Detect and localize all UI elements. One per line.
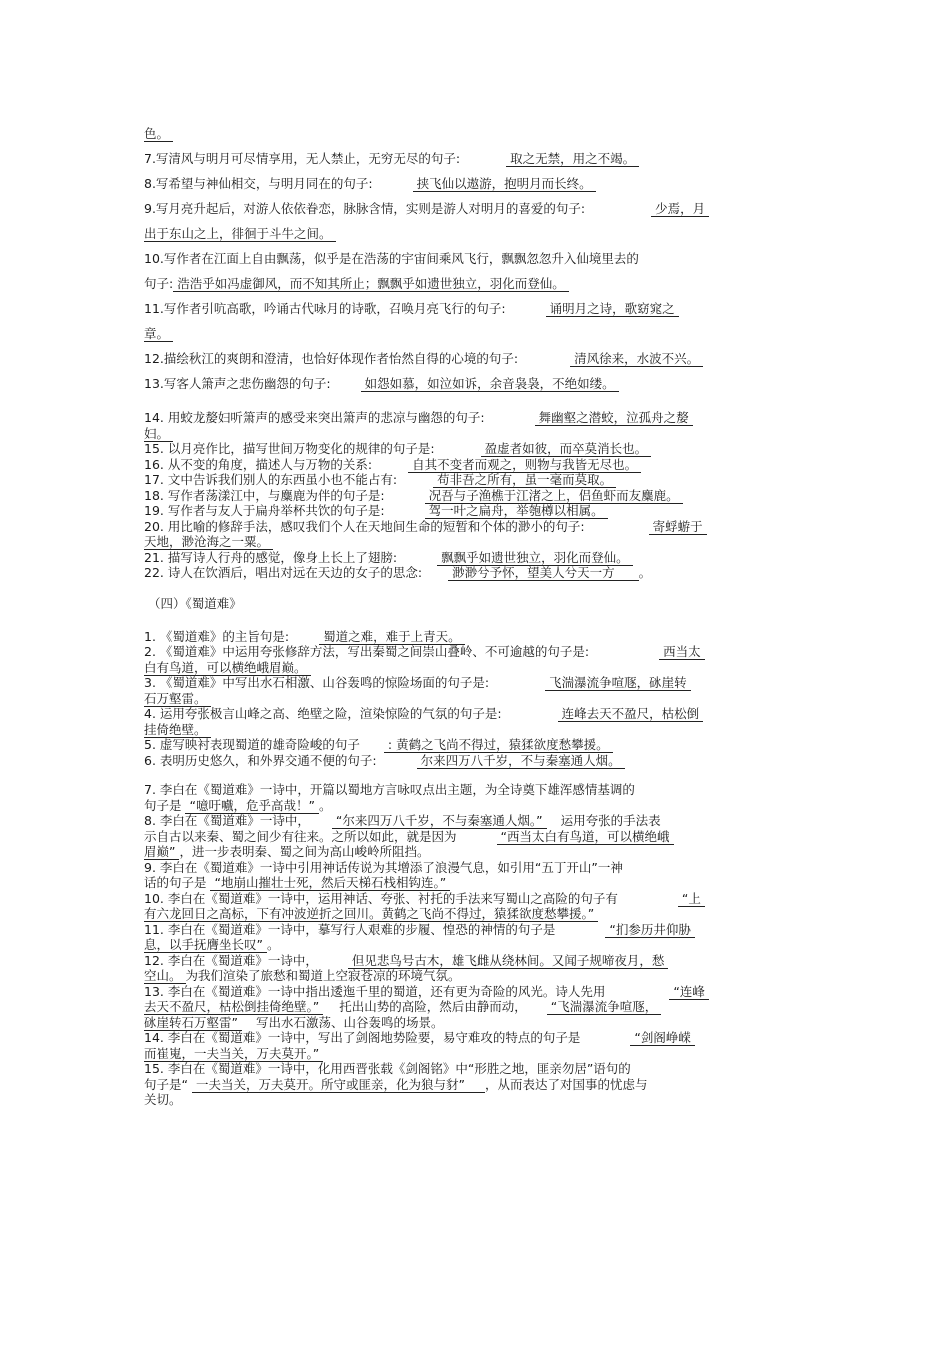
shu-question-9: 9. 李白在《蜀道难》一诗中引用神话传说为其增添了浪漫气息，如引用“五丁开山”一神	[144, 859, 623, 875]
question-11-cont: 章。	[144, 321, 808, 346]
shu-question-13: 13. 李白在《蜀道难》一诗中指出逶迤千里的蜀道，还有更为奇险的风光。诗人先用 “连峰	[144, 984, 808, 1000]
question-17: 17. 文中告诉我们别人的东西虽小也不能占有: 苟非吾之所有，虽一毫而莫取。	[144, 472, 808, 488]
shu-question-2-cont: 白有鸟道，可以横绝峨眉巅。	[144, 660, 808, 676]
question-18: 18. 写作者荡漾江中，与麋鹿为伴的句子是: 况吾与子渔樵于江渚之上，侣鱼虾而友麋鹿。	[144, 488, 808, 504]
page-content	[144, 121, 808, 1108]
question-15: 15. 以月亮作比，描写世间万物变化的规律的句子是: 盈虚者如彼，而卒莫消长也。	[144, 441, 808, 457]
question-10: 10.写作者在江面上自由飘荡，似乎是在浩荡的宇宙间乘风飞行，飘飘忽忽升入仙境里去的	[144, 251, 639, 266]
question-22: 22. 诗人在饮酒后，唱出对远在天边的女子的思念: 渺渺兮予怀，望美人兮天一方 。	[144, 565, 652, 580]
question-16: 16. 从不变的角度，描述人与万物的关系: 自其不变者而观之，则物与我皆无尽也。	[144, 457, 808, 473]
shu-question-9-cont: 话的句子是 “地崩山摧壮士死，然后天梯石栈相钩连。”	[144, 875, 808, 891]
shu-question-11-cont: 息，以手抚膺坐长叹” 。	[144, 937, 280, 952]
shu-question-15-cont2: 关切。	[144, 1092, 182, 1107]
shu-question-2: 2. 《蜀道难》中运用夸张修辞方法，写出秦蜀之间崇山叠岭、不可逾越的句子是: 西当太	[144, 644, 808, 660]
shu-question-1: 1. 《蜀道难》的主旨句是: 蜀道之难，难于上青天。	[144, 629, 808, 645]
question-11: 11.写作者引吭高歌，吟诵古代咏月的诗歌，召唤月亮飞行的句子: 诵明月之诗，歌窈窕之	[144, 296, 808, 321]
question-9-cont: 出于东山之上，徘徊于斗牛之间。	[144, 221, 808, 246]
shu-question-13-cont2: 砯崖转石万壑雷” 写出水石激荡、山谷轰鸣的场景。	[144, 1014, 444, 1030]
section-chibifu-loose	[144, 121, 808, 396]
question-7: 7.写清风与明月可尽情享用，无人禁止，无穷无尽的句子: 取之无禁，用之不竭。	[144, 146, 808, 171]
section-chibifu-tight	[144, 410, 808, 581]
shu-question-14: 14. 李白在《蜀道难》一诗中，写出了剑阁地势险要，易守难攻的特点的句子是 “剑阁峥嵘	[144, 1030, 808, 1046]
question-12: 12.描绘秋江的爽朗和澄清，也恰好体现作者怡然自得的心境的句子: 清风徐来，水波不兴。	[144, 346, 808, 371]
question-13: 13.写客人箫声之悲伤幽怨的句子: 如怨如慕，如泣如诉，余音袅袅，不绝如缕。	[144, 371, 808, 396]
question-21: 21. 描写诗人行舟的感觉，像身上长上了翅膀: 飘飘乎如遗世独立，羽化而登仙。	[144, 550, 808, 566]
shu-question-15-cont: 句子是“ 一夫当关，万夫莫开。所守或匪亲，化为狼与豺” ，从而表达了对国事的忧虑与	[144, 1076, 648, 1092]
question-9: 9.写月亮升起后，对游人依依眷恋，脉脉含情，实则是游人对明月的喜爱的句子: 少焉，月	[144, 196, 808, 221]
continuation-text: 色。	[144, 121, 808, 146]
shu-question-10-cont: 有六龙回日之高标，下有冲波逆折之回川。黄鹤之飞尚不得过，猿猱欲度愁攀援。”	[144, 906, 808, 922]
shu-question-11: 11. 李白在《蜀道难》一诗中，摹写行人艰难的步履、惶恐的神情的句子是 “扪参历井仰胁	[144, 922, 808, 938]
shu-question-12: 12. 李白在《蜀道难》一诗中， 但见悲鸟号古木，雄飞雌从绕林间。又闻子规啼夜月，愁	[144, 953, 808, 969]
shu-question-6: 6. 表明历史悠久，和外界交通不便的句子: 尔来四万八千岁，不与秦塞通人烟。	[144, 753, 808, 769]
shu-question-5: 5. 虚写映衬表现蜀道的雄奇险峻的句子 : 黄鹤之飞尚不得过，猿猱欲度愁攀援。	[144, 737, 808, 753]
question-20-cont: 天地，渺沧海之一粟。	[144, 534, 808, 550]
shu-question-15: 15. 李白在《蜀道难》一诗中，化用西晋张载《剑阁铭》中“形胜之地，匪亲勿居”语句的	[144, 1061, 631, 1076]
shu-question-4-cont: 挂倚绝壁。	[144, 722, 808, 738]
spacer	[144, 396, 808, 410]
question-10-cont: 句子: 浩浩乎如冯虚御风，而不知其所止；飘飘乎如遗世独立，羽化而登仙。	[144, 271, 808, 296]
shu-question-8-cont: 示自古以来秦、蜀之间少有往来。之所以如此，就是因为 “西当太白有鸟道，可以横绝峨	[144, 829, 808, 845]
section-heading-shudaonan: （四）《蜀道难》	[148, 595, 242, 611]
spacer	[144, 768, 808, 782]
section-shudaonan	[144, 629, 808, 1108]
question-8: 8.写希望与神仙相交，与明月同在的句子: 挟飞仙以遨游，抱明月而长终。	[144, 171, 808, 196]
shu-question-3-cont: 石万壑雷。	[144, 691, 808, 707]
shu-question-13-cont: 去天不盈尺，枯松倒挂倚绝壁。” 托出山势的高险，然后由静而动， “飞湍瀑流争喧豗，	[144, 999, 808, 1015]
shu-question-14-cont: 而崔嵬，一夫当关，万夫莫开。”	[144, 1046, 808, 1062]
shu-question-7-cont: 句子是 “噫吁嚱，危乎高哉！” 。	[144, 797, 332, 813]
shu-question-8: 8. 李白在《蜀道难》一诗中， “尔来四万八千岁，不与秦塞通人烟。” 运用夸张的手法表	[144, 813, 661, 828]
shu-question-12-cont: 空山。 为我们渲染了旅愁和蜀道上空寂苍凉的环境气氛。	[144, 968, 461, 983]
shu-question-7: 7. 李白在《蜀道难》一诗中，开篇以蜀地方言咏叹点出主题，为全诗奠下雄浑感情基调的	[144, 782, 635, 797]
question-14: 14. 用蛟龙嫠妇听箫声的感受来突出箫声的悲凉与幽怨的句子: 舞幽壑之潜蛟，泣孤舟之嫠	[144, 410, 808, 426]
shu-question-10: 10. 李白在《蜀道难》一诗中，运用神话、夸张、衬托的手法来写蜀山之高险的句子有 “上	[144, 891, 808, 907]
shu-question-8-cont2: 眉巅” ，进一步表明秦、蜀之间为高山峻岭所阻挡。	[144, 844, 430, 859]
shu-question-4: 4. 运用夸张极言山峰之高、绝壁之险，渲染惊险的气氛的句子是: 连峰去天不盈尺，枯松倒	[144, 706, 808, 722]
question-19: 19. 写作者与友人于扁舟举杯共饮的句子是: 驾一叶之扁舟，举匏樽以相属。	[144, 503, 808, 519]
question-14-cont: 妇。	[144, 426, 808, 442]
shu-question-3: 3. 《蜀道难》中写出水石相激、山谷轰鸣的惊险场面的句子是: 飞湍瀑流争喧豗，砯崖转	[144, 675, 808, 691]
question-20: 20. 用比喻的修辞手法，感叹我们个人在天地间生命的短暂和个体的渺小的句子: 寄蜉蝣于	[144, 519, 808, 535]
